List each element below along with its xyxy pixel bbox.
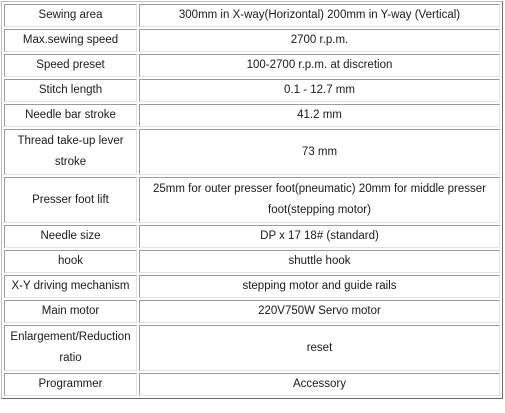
spec-row-presser-foot-lift <box>4 177 500 223</box>
spec-row-sewing-area <box>4 4 500 27</box>
spec-label: Thread take-up lever stroke <box>4 129 137 175</box>
spec-value: DP x 17 18# (standard) <box>139 225 500 248</box>
spec-value: reset <box>139 325 500 371</box>
spec-label: Main motor <box>4 300 137 323</box>
spec-label: Programmer <box>4 373 137 396</box>
spec-value: shuttle hook <box>139 250 500 273</box>
spec-row-main-motor <box>4 300 500 323</box>
spec-row-stitch-length <box>4 79 500 102</box>
spec-label: Needle bar stroke <box>4 104 137 127</box>
spec-row-max-sewing-speed <box>4 29 500 52</box>
spec-value: 100-2700 r.p.m. at discretion <box>139 54 500 77</box>
spec-row-programmer <box>4 373 500 396</box>
spec-value: 2700 r.p.m. <box>139 29 500 52</box>
spec-row-xy-driving-mechanism <box>4 275 500 298</box>
spec-row-thread-take-up-lever-stroke <box>4 129 500 175</box>
spec-label: Speed preset <box>4 54 137 77</box>
spec-label: Needle size <box>4 225 137 248</box>
spec-value: Accessory <box>139 373 500 396</box>
spec-label: Enlargement/Reduction ratio <box>4 325 137 371</box>
spec-label: Max.sewing speed <box>4 29 137 52</box>
spec-value: 73 mm <box>139 129 500 175</box>
spec-label: Stitch length <box>4 79 137 102</box>
spec-row-hook <box>4 250 500 273</box>
spec-row-needle-bar-stroke <box>4 104 500 127</box>
spec-value: stepping motor and guide rails <box>139 275 500 298</box>
spec-value: 0.1 - 12.7 mm <box>139 79 500 102</box>
spec-value: 25mm for outer presser foot(pneumatic) 20mm for middle presser foot(stepping motor) <box>139 177 500 223</box>
spec-label: Presser foot lift <box>4 177 137 223</box>
spec-value: 300mm in X-way(Horizontal) 200mm in Y-way (Vertical) <box>139 4 500 27</box>
spec-label: hook <box>4 250 137 273</box>
spec-row-needle-size <box>4 225 500 248</box>
spec-label: Sewing area <box>4 4 137 27</box>
spec-table <box>1 1 503 399</box>
spec-value: 220V750W Servo motor <box>139 300 500 323</box>
spec-row-speed-preset <box>4 54 500 77</box>
spec-label: X-Y driving mechanism <box>4 275 137 298</box>
spec-value: 41.2 mm <box>139 104 500 127</box>
spec-row-enlargement-reduction-ratio <box>4 325 500 371</box>
